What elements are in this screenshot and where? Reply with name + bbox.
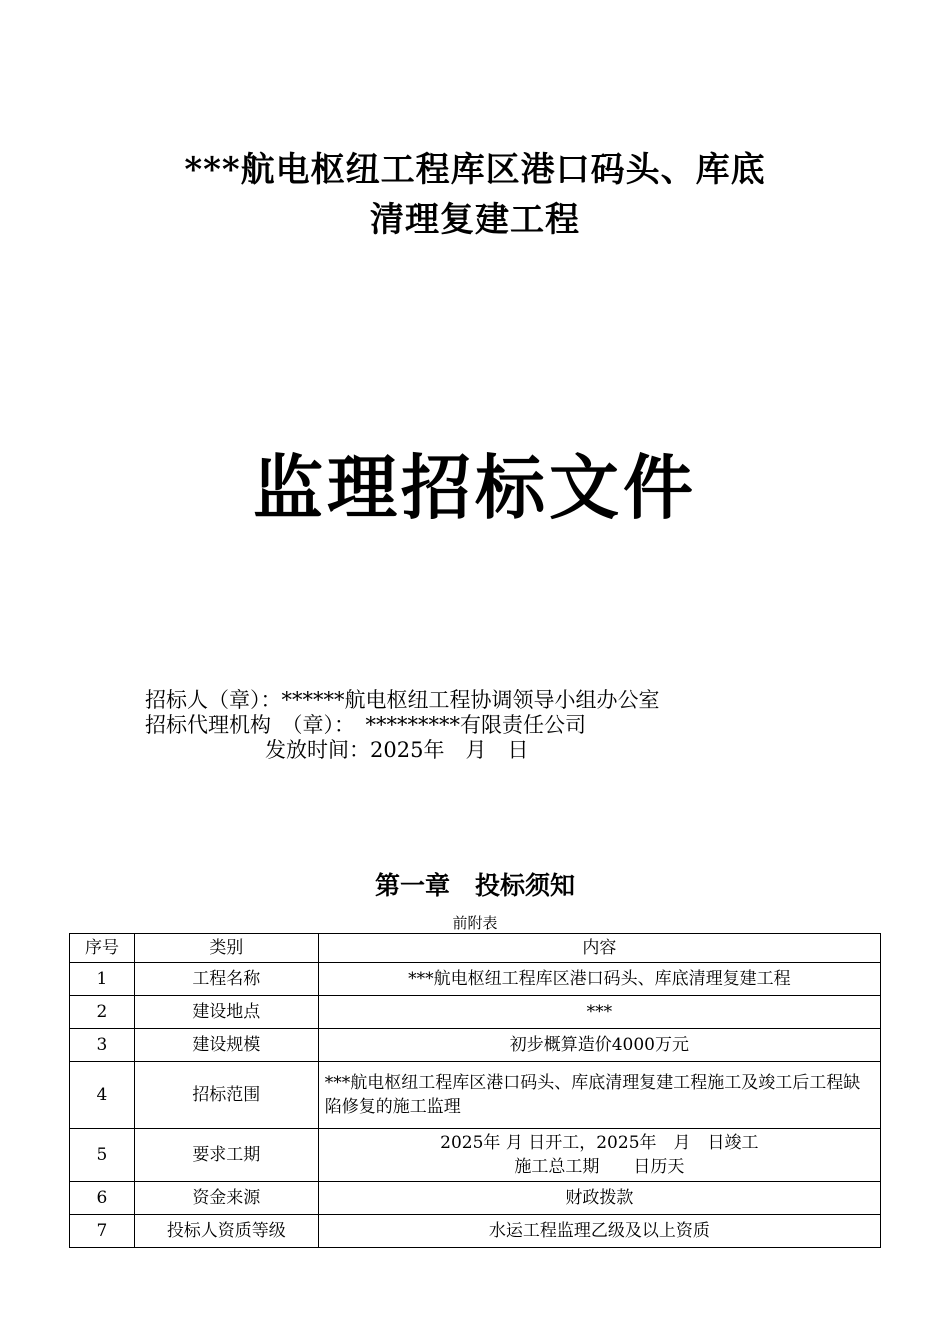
tenderer-line: 招标人（章）：******航电枢纽工程协调领导小组办公室	[145, 688, 660, 712]
row-no: 1	[70, 963, 135, 996]
table-header-row	[70, 934, 881, 963]
chapter-heading: 第一章 投标须知	[374, 871, 575, 900]
row-category: 招标范围	[134, 1062, 318, 1129]
header-content: 内容	[318, 934, 880, 963]
table-row	[70, 1129, 881, 1182]
row-no: 5	[70, 1129, 135, 1182]
row-category: 建设地点	[134, 996, 318, 1029]
project-title-line-2: 清理复建工程	[370, 200, 580, 240]
bidding-notice-table	[69, 933, 881, 1248]
row-category: 投标人资质等级	[134, 1215, 318, 1248]
issue-date-line: 发放时间：2025年 月 日	[265, 738, 529, 762]
project-title-line-1: ***航电枢纽工程库区港口码头、库底	[184, 150, 766, 190]
table-row	[70, 963, 881, 996]
tender-agency-line: 招标代理机构 （章）： *********有限责任公司	[145, 713, 586, 737]
row-content: ***航电枢纽工程库区港口码头、库底清理复建工程	[318, 963, 880, 996]
row-content: 水运工程监理乙级及以上资质	[318, 1215, 880, 1248]
header-no: 序号	[70, 934, 135, 963]
document-main-title: 监理招标文件	[253, 447, 697, 529]
row-no: 6	[70, 1182, 135, 1215]
table-row	[70, 1062, 881, 1129]
header-category: 类别	[134, 934, 318, 963]
row-no: 3	[70, 1029, 135, 1062]
row-no: 7	[70, 1215, 135, 1248]
row-category: 工程名称	[134, 963, 318, 996]
row-content: 2025年 月 日开工，2025年 月 日竣工 施工总工期 日历天	[318, 1129, 880, 1182]
row-content: 初步概算造价4000万元	[318, 1029, 880, 1062]
table-row	[70, 996, 881, 1029]
table-row	[70, 1182, 881, 1215]
table-row	[70, 1215, 881, 1248]
row-no: 4	[70, 1062, 135, 1129]
table-row	[70, 1029, 881, 1062]
row-category: 资金来源	[134, 1182, 318, 1215]
row-content: 财政拨款	[318, 1182, 880, 1215]
row-no: 2	[70, 996, 135, 1029]
row-category: 建设规模	[134, 1029, 318, 1062]
row-content: ***	[318, 996, 880, 1029]
row-category: 要求工期	[134, 1129, 318, 1182]
row-content: ***航电枢纽工程库区港口码头、库底清理复建工程施工及竣工后工程缺陷修复的施工监理	[318, 1062, 880, 1129]
table-caption: 前附表	[452, 914, 498, 932]
